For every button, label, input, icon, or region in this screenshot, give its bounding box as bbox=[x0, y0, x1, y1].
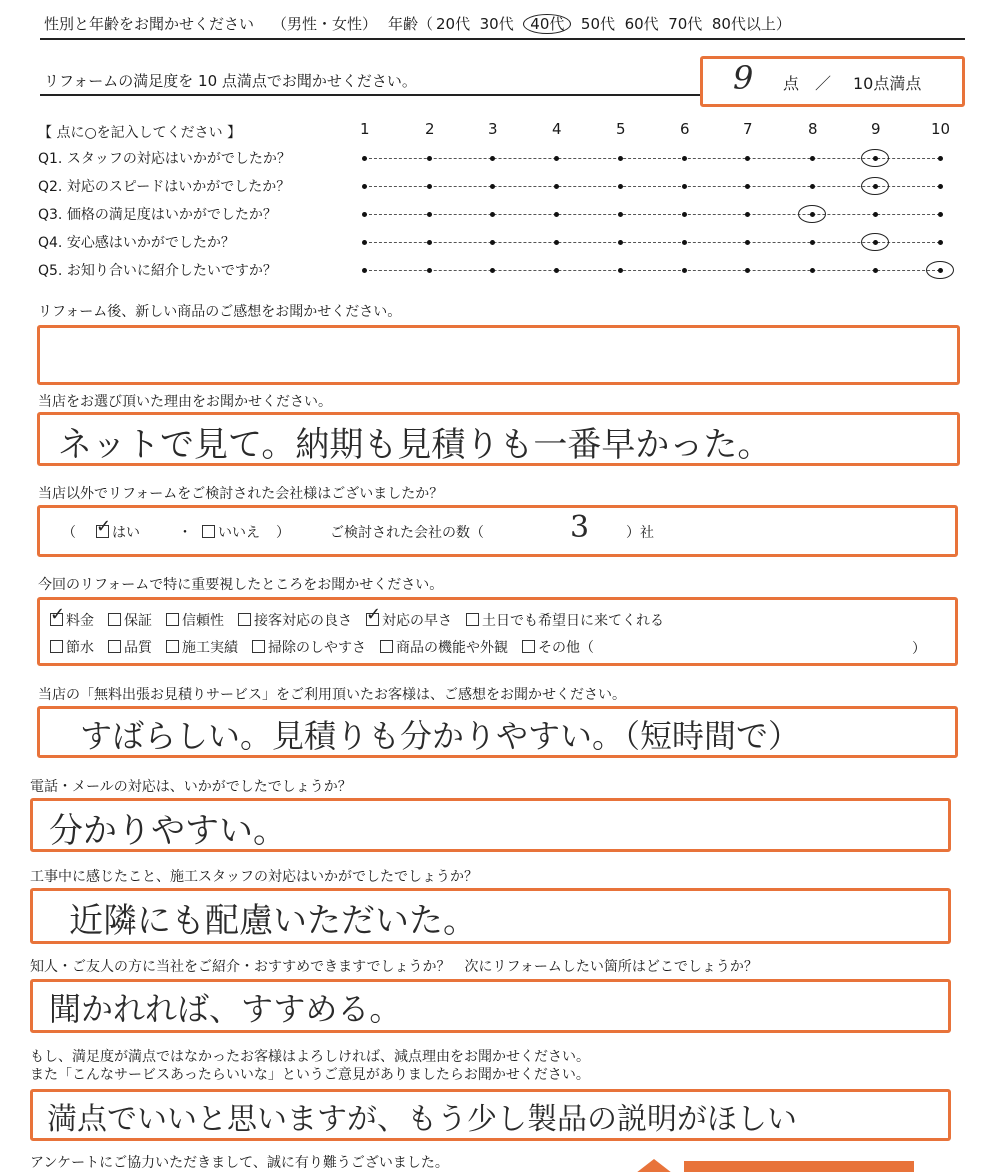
s4-option-label: 施工実績 bbox=[182, 640, 238, 656]
rating-point-2-6[interactable] bbox=[682, 184, 687, 189]
scale-label-2: 2 bbox=[425, 120, 435, 138]
rating-answer-circle-1 bbox=[861, 149, 889, 167]
s4-option-row2-2[interactable] bbox=[166, 637, 238, 657]
s3-count-suffix: ）社 bbox=[626, 525, 654, 541]
checkbox-row1-1[interactable] bbox=[108, 613, 121, 626]
s4-option-row2-0[interactable] bbox=[50, 637, 94, 657]
rating-point-3-2[interactable] bbox=[427, 212, 432, 217]
rating-point-2-3[interactable] bbox=[490, 184, 495, 189]
s4-option-row2-4[interactable] bbox=[380, 637, 508, 657]
rating-track-5 bbox=[364, 270, 940, 271]
s4-option-row1-2[interactable] bbox=[166, 610, 224, 630]
s4-option-label: 対応の早さ bbox=[382, 613, 452, 629]
header-underline bbox=[40, 38, 965, 40]
rating-point-5-8[interactable] bbox=[810, 268, 815, 273]
checkbox-row1-4[interactable] bbox=[366, 613, 379, 626]
s3-answer-box bbox=[37, 505, 958, 557]
rating-track-4 bbox=[364, 242, 940, 243]
rating-point-3-5[interactable] bbox=[618, 212, 623, 217]
s4-option-label: その他（ bbox=[538, 640, 594, 656]
rating-point-1-10[interactable] bbox=[938, 156, 943, 161]
age-70: 70代 bbox=[668, 15, 703, 33]
rating-point-3-4[interactable] bbox=[554, 212, 559, 217]
s8-answer: 聞かれれば、すすめる。 bbox=[49, 990, 402, 1028]
rating-point-4-8[interactable] bbox=[810, 240, 815, 245]
footer-thanks: アンケートにご協力いただきまして、誠に有り難うございました。 bbox=[30, 1155, 449, 1171]
s3-close-paren: ） bbox=[276, 525, 290, 541]
s7-question: 工事中に感じたこと、施工スタッフの対応はいかがでしたでしょうか？ bbox=[30, 869, 478, 885]
checkbox-row1-2[interactable] bbox=[166, 613, 179, 626]
s4-option-row1-0[interactable] bbox=[50, 610, 94, 630]
scale-label-1: 1 bbox=[360, 120, 370, 138]
s4-option-label: 商品の機能や外観 bbox=[396, 640, 508, 656]
s9-answer: 満点でいいと思いますが、もう少し製品の説明がほしい bbox=[47, 1102, 797, 1137]
scale-label-3: 3 bbox=[488, 120, 498, 138]
rating-instruction: 【 点に○を記入してください 】 bbox=[38, 125, 242, 141]
rating-point-2-5[interactable] bbox=[618, 184, 623, 189]
rating-point-1-4[interactable] bbox=[554, 156, 559, 161]
s3-open-paren: （ bbox=[62, 525, 76, 541]
s6-answer: 分かりやすい。 bbox=[49, 811, 287, 851]
s6-question: 電話・メールの対応は、いかがでしたでしょうか？ bbox=[30, 779, 352, 795]
rating-track-2 bbox=[364, 186, 940, 187]
checkbox-row2-0[interactable] bbox=[50, 640, 63, 653]
rating-point-1-5[interactable] bbox=[618, 156, 623, 161]
rating-point-5-6[interactable] bbox=[682, 268, 687, 273]
score-slash: ／ bbox=[815, 74, 832, 93]
rating-point-1-6[interactable] bbox=[682, 156, 687, 161]
s3-yes-label: はい bbox=[112, 525, 140, 541]
rating-point-4-5[interactable] bbox=[618, 240, 623, 245]
rating-point-3-3[interactable] bbox=[490, 212, 495, 217]
yes-checkbox[interactable] bbox=[96, 525, 109, 538]
s4-option-label: 保証 bbox=[124, 613, 152, 629]
rating-point-1-1[interactable] bbox=[362, 156, 367, 161]
rating-point-5-4[interactable] bbox=[554, 268, 559, 273]
rating-point-1-8[interactable] bbox=[810, 156, 815, 161]
s4-option-label: 土日でも希望日に来てくれる bbox=[482, 613, 664, 629]
age-80: 80代以上） bbox=[711, 15, 791, 33]
rating-point-3-1[interactable] bbox=[362, 212, 367, 217]
s4-option-label: 信頼性 bbox=[182, 613, 224, 629]
rating-point-5-3[interactable] bbox=[490, 268, 495, 273]
rating-point-3-9[interactable] bbox=[873, 212, 878, 217]
age-20: 20代 bbox=[436, 15, 471, 33]
satisfaction-label: リフォームの満足度を 10 点満点でお聞かせください。 bbox=[44, 72, 417, 90]
rating-point-2-2[interactable] bbox=[427, 184, 432, 189]
s3-no-label: いいえ bbox=[218, 525, 260, 541]
gender-options: （男性・女性） bbox=[272, 15, 378, 33]
s5-question: 当店の「無料出張お見積りサービス」をご利用頂いたお客様は、ご感想をお聞かせください。 bbox=[38, 687, 626, 703]
rating-question-4: Q4. 安心感はいかがでしたか？ bbox=[38, 235, 235, 251]
s9-question-line-2: また「こんなサービスあったらいいな」というご意見がありましたらお聞かせください。 bbox=[30, 1067, 590, 1083]
rating-answer-circle-2 bbox=[861, 177, 889, 195]
checkbox-row2-3[interactable] bbox=[252, 640, 265, 653]
rating-point-3-7[interactable] bbox=[745, 212, 750, 217]
s4-option-label: 節水 bbox=[66, 640, 94, 656]
rating-point-1-2[interactable] bbox=[427, 156, 432, 161]
score-unit: 点 bbox=[783, 74, 800, 93]
s4-option-row2-5[interactable] bbox=[522, 637, 594, 657]
score-max: 10点満点 bbox=[853, 74, 922, 93]
rating-point-5-1[interactable] bbox=[362, 268, 367, 273]
score-value: 9 bbox=[733, 59, 754, 97]
s2-question: 当店をお選び頂いた理由をお聞かせください。 bbox=[38, 394, 332, 410]
rating-point-2-7[interactable] bbox=[745, 184, 750, 189]
s8-question: 知人・ご友人の方に当社をご紹介・おすすめできますでしょうか？ 次にリフォームしたい箇所はどこでしょうか？ bbox=[30, 959, 758, 975]
s4-option-row2-1[interactable] bbox=[108, 637, 152, 657]
s4-option-row1-3[interactable] bbox=[238, 610, 352, 630]
checkbox-row1-5[interactable] bbox=[466, 613, 479, 626]
s9-answer-box[interactable] bbox=[30, 1089, 951, 1141]
checkbox-row2-1[interactable] bbox=[108, 640, 121, 653]
s3-count-label: ご検討された会社の数（ bbox=[330, 525, 484, 541]
age-30: 30代 bbox=[479, 15, 514, 33]
scale-label-7: 7 bbox=[743, 120, 753, 138]
rating-point-5-7[interactable] bbox=[745, 268, 750, 273]
scale-label-4: 4 bbox=[552, 120, 562, 138]
no-checkbox[interactable] bbox=[202, 525, 215, 538]
rating-point-3-6[interactable] bbox=[682, 212, 687, 217]
rating-answer-circle-5 bbox=[926, 261, 954, 279]
age-50: 50代 bbox=[580, 15, 616, 33]
s4-option-row1-4[interactable] bbox=[366, 610, 452, 630]
scale-label-9: 9 bbox=[871, 120, 881, 138]
rating-point-4-6[interactable] bbox=[682, 240, 687, 245]
checkbox-row1-0[interactable] bbox=[50, 613, 63, 626]
checkbox-row1-3[interactable] bbox=[238, 613, 251, 626]
rating-answer-circle-4 bbox=[861, 233, 889, 251]
s3-no-option[interactable] bbox=[202, 522, 260, 542]
s3-count-value: 3 bbox=[570, 510, 590, 545]
s2-answer-box[interactable] bbox=[37, 412, 960, 466]
rating-question-2: Q2. 対応のスピードはいかがでしたか？ bbox=[38, 179, 291, 195]
rating-point-5-5[interactable] bbox=[618, 268, 623, 273]
s4-option-label: 接客対応の良さ bbox=[254, 613, 352, 629]
checkbox-row2-2[interactable] bbox=[166, 640, 179, 653]
rating-track-3 bbox=[364, 214, 940, 215]
rating-point-3-10[interactable] bbox=[938, 212, 943, 217]
s5-answer: すばらしい。見積りも分かりやすい。（短時間で） bbox=[80, 717, 801, 755]
s7-answer: 近隣にも配慮いただいた。 bbox=[69, 901, 477, 941]
s4-close-paren: ） bbox=[912, 641, 926, 657]
age-60: 60代 bbox=[624, 15, 659, 33]
s4-question: 今回のリフォームで特に重要視したところをお聞かせください。 bbox=[38, 577, 444, 593]
satisfaction-underline bbox=[40, 94, 700, 96]
s1-question: リフォーム後、新しい商品のご感想をお聞かせください。 bbox=[38, 304, 402, 320]
rating-point-4-3[interactable] bbox=[490, 240, 495, 245]
rating-question-1: Q1. スタッフの対応はいかがでしたか？ bbox=[38, 151, 291, 167]
rating-point-4-7[interactable] bbox=[745, 240, 750, 245]
rating-point-5-2[interactable] bbox=[427, 268, 432, 273]
s5-answer-box[interactable] bbox=[37, 706, 958, 758]
s4-option-label: 品質 bbox=[124, 640, 152, 656]
rating-point-2-10[interactable] bbox=[938, 184, 943, 189]
checkbox-row2-4[interactable] bbox=[380, 640, 393, 653]
rating-answer-circle-3 bbox=[798, 205, 826, 223]
scale-label-10: 10 bbox=[931, 120, 951, 138]
s4-options-box bbox=[37, 597, 958, 666]
age-options bbox=[436, 13, 791, 34]
rating-point-1-7[interactable] bbox=[745, 156, 750, 161]
rating-point-4-1[interactable] bbox=[362, 240, 367, 245]
s1-answer-box[interactable] bbox=[37, 325, 960, 385]
rating-point-5-9[interactable] bbox=[873, 268, 878, 273]
gender-age-label: 性別と年齢をお聞かせください bbox=[44, 15, 255, 33]
s3-dot: ・ bbox=[178, 525, 192, 541]
s6-answer-box[interactable] bbox=[30, 798, 951, 852]
s7-answer-box[interactable] bbox=[30, 888, 951, 944]
s3-question: 当店以外でリフォームをご検討された会社様はございましたか？ bbox=[38, 486, 444, 502]
s4-options-row-2 bbox=[50, 637, 608, 657]
score-box bbox=[700, 56, 965, 107]
s4-options-row-1 bbox=[50, 610, 678, 630]
scale-label-6: 6 bbox=[680, 120, 690, 138]
checkbox-row2-5[interactable] bbox=[522, 640, 535, 653]
s4-option-label: 掃除のしやすさ bbox=[268, 640, 366, 656]
s4-option-row1-1[interactable] bbox=[108, 610, 152, 630]
rating-question-3: Q3. 価格の満足度はいかがでしたか？ bbox=[38, 207, 277, 223]
s3-yes-option[interactable] bbox=[96, 522, 140, 542]
s9-question-line-1: もし、満足度が満点ではなかったお客様はよろしければ、減点理由をお聞かせください。 bbox=[30, 1049, 590, 1065]
s4-option-row2-3[interactable] bbox=[252, 637, 366, 657]
rating-track-1 bbox=[364, 158, 940, 159]
scale-label-5: 5 bbox=[616, 120, 626, 138]
rating-point-2-4[interactable] bbox=[554, 184, 559, 189]
scale-label-8: 8 bbox=[808, 120, 818, 138]
rating-point-2-1[interactable] bbox=[362, 184, 367, 189]
age-prefix: 年齢（ bbox=[388, 15, 434, 33]
rating-question-5: Q5. お知り合いに紹介したいですか？ bbox=[38, 263, 277, 279]
rating-point-4-2[interactable] bbox=[427, 240, 432, 245]
s4-option-label: 料金 bbox=[66, 613, 94, 629]
rating-point-2-8[interactable] bbox=[810, 184, 815, 189]
s8-answer-box[interactable] bbox=[30, 979, 951, 1033]
s2-answer: ネットで見て。納期も見積りも一番早かった。 bbox=[58, 425, 772, 465]
age-40-selected: 40代 bbox=[523, 14, 571, 34]
rating-point-1-3[interactable] bbox=[490, 156, 495, 161]
rating-point-4-10[interactable] bbox=[938, 240, 943, 245]
s4-option-row1-5[interactable] bbox=[466, 610, 664, 630]
rating-point-4-4[interactable] bbox=[554, 240, 559, 245]
